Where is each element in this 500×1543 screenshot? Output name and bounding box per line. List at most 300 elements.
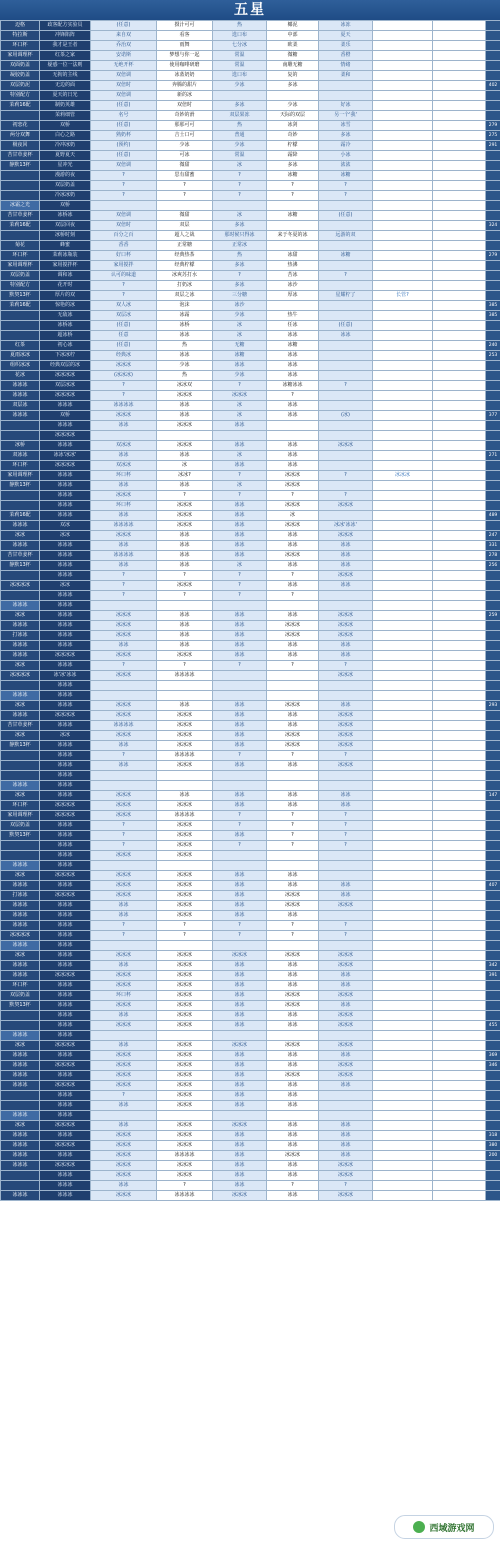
- table-cell[interactable]: [433, 741, 486, 751]
- table-cell[interactable]: ?: [213, 571, 267, 581]
- table-cell[interactable]: 冰冰冰: [91, 1131, 157, 1141]
- table-cell[interactable]: ?: [319, 831, 373, 841]
- table-cell[interactable]: 天际的双层: [267, 111, 319, 121]
- table-cell[interactable]: [319, 241, 373, 251]
- table-cell[interactable]: [433, 41, 486, 51]
- table-cell[interactable]: [433, 631, 486, 641]
- table-cell[interactable]: 冰冰: [267, 961, 319, 971]
- table-cell[interactable]: 冰冰冰: [157, 1171, 213, 1181]
- table-cell[interactable]: ?: [267, 391, 319, 401]
- table-cell[interactable]: [486, 231, 500, 241]
- table-cell[interactable]: [433, 861, 486, 871]
- table-cell[interactable]: [433, 451, 486, 461]
- table-cell[interactable]: 环口杯: [1, 251, 40, 261]
- table-cell[interactable]: ?: [319, 191, 373, 201]
- table-cell[interactable]: [373, 1131, 433, 1141]
- table-cell[interactable]: 正常糖: [157, 241, 213, 251]
- table-cell[interactable]: 双层奶盖: [40, 181, 91, 191]
- table-cell[interactable]: 冰冰冰: [40, 961, 91, 971]
- table-cell[interactable]: 冰冰冰: [213, 1121, 267, 1131]
- table-cell[interactable]: [213, 1031, 267, 1041]
- table-cell[interactable]: 冰冰: [319, 801, 373, 811]
- table-cell[interactable]: 疑惑一位一法则: [40, 61, 91, 71]
- table-cell[interactable]: 制奶英雄: [40, 101, 91, 111]
- table-cell[interactable]: 200: [486, 1151, 500, 1161]
- table-cell[interactable]: 冰冰冰: [267, 701, 319, 711]
- table-cell[interactable]: [213, 771, 267, 781]
- table-cell[interactable]: 冰冰冰: [267, 991, 319, 1001]
- table-cell[interactable]: [267, 1111, 319, 1121]
- table-cell[interactable]: 278: [486, 551, 500, 561]
- table-cell[interactable]: 冰冰冰: [91, 951, 157, 961]
- table-cell[interactable]: [433, 1041, 486, 1051]
- table-cell[interactable]: 冰桥: [1, 441, 40, 451]
- table-cell[interactable]: 冰冰: [213, 1011, 267, 1021]
- table-cell[interactable]: ?: [91, 821, 157, 831]
- table-cell[interactable]: 冰冻: [319, 21, 373, 31]
- table-cell[interactable]: [486, 761, 500, 771]
- table-cell[interactable]: 打冰冰: [1, 891, 40, 901]
- table-cell[interactable]: [486, 641, 500, 651]
- table-cell[interactable]: [433, 951, 486, 961]
- table-cell[interactable]: 冰冰冰: [1, 881, 40, 891]
- table-cell[interactable]: (冰): [319, 411, 373, 421]
- table-cell[interactable]: 冰冰冰: [40, 1151, 91, 1161]
- table-cell[interactable]: 冰冰冰: [91, 621, 157, 631]
- table-cell[interactable]: [91, 601, 157, 611]
- table-cell[interactable]: [433, 401, 486, 411]
- table-cell[interactable]: 冰冰冰: [40, 1031, 91, 1041]
- table-cell[interactable]: [373, 171, 433, 181]
- table-cell[interactable]: ?: [319, 811, 373, 821]
- table-cell[interactable]: 271: [486, 451, 500, 461]
- table-cell[interactable]: 冰冰冰: [91, 1081, 157, 1091]
- table-cell[interactable]: 冰冰冰: [157, 1001, 213, 1011]
- table-cell[interactable]: 冰冰冰: [267, 1041, 319, 1051]
- table-cell[interactable]: 冰冰: [91, 561, 157, 571]
- table-cell[interactable]: 冰冰: [91, 1011, 157, 1021]
- table-cell[interactable]: [486, 201, 500, 211]
- table-cell[interactable]: 冰冰冰冰: [157, 1191, 213, 1201]
- table-cell[interactable]: [373, 561, 433, 571]
- table-cell[interactable]: 冰冰冰: [91, 701, 157, 711]
- table-cell[interactable]: 冰冰冰: [91, 1161, 157, 1171]
- table-cell[interactable]: 冰冰冰: [1, 651, 40, 661]
- table-cell[interactable]: 冰冰冰: [157, 981, 213, 991]
- table-cell[interactable]: [373, 661, 433, 671]
- table-cell[interactable]: 冰冰冰: [1, 521, 40, 531]
- table-cell[interactable]: 静默13杯: [1, 741, 40, 751]
- table-cell[interactable]: [433, 601, 486, 611]
- table-cell[interactable]: [373, 541, 433, 551]
- table-cell[interactable]: [373, 701, 433, 711]
- table-cell[interactable]: ?: [91, 171, 157, 181]
- table-cell[interactable]: 常温: [213, 61, 267, 71]
- table-cell[interactable]: ?: [267, 841, 319, 851]
- table-cell[interactable]: [433, 321, 486, 331]
- table-cell[interactable]: [373, 91, 433, 101]
- table-cell[interactable]: [267, 681, 319, 691]
- table-cell[interactable]: 初恋花: [1, 121, 40, 131]
- table-cell[interactable]: [373, 411, 433, 421]
- table-cell[interactable]: 冰冰冰: [157, 1101, 213, 1111]
- table-cell[interactable]: 冰冰: [267, 351, 319, 361]
- table-cell[interactable]: 奇妙的滑: [157, 111, 213, 121]
- table-cell[interactable]: [157, 691, 213, 701]
- table-cell[interactable]: 冰冰冰: [319, 741, 373, 751]
- table-cell[interactable]: [267, 671, 319, 681]
- table-cell[interactable]: [267, 781, 319, 791]
- table-cell[interactable]: 冰冰: [267, 1081, 319, 1091]
- table-cell[interactable]: [373, 191, 433, 201]
- table-cell[interactable]: 热: [213, 121, 267, 131]
- table-cell[interactable]: 冰冰: [319, 541, 373, 551]
- table-cell[interactable]: 冰冰: [267, 441, 319, 451]
- table-cell[interactable]: 冰冰冰: [40, 1021, 91, 1031]
- table-cell[interactable]: 冰冰: [267, 1091, 319, 1101]
- table-cell[interactable]: 冰冰: [213, 801, 267, 811]
- table-cell[interactable]: 苦甘草姜杯: [1, 211, 40, 221]
- table-cell[interactable]: 静默13杯: [1, 161, 40, 171]
- table-cell[interactable]: 冰冰: [1, 951, 40, 961]
- table-cell[interactable]: 冰冰冰: [1, 1061, 40, 1071]
- table-cell[interactable]: 家用调理杯: [1, 471, 40, 481]
- table-cell[interactable]: 冰冰: [1, 1041, 40, 1051]
- table-cell[interactable]: [373, 181, 433, 191]
- table-cell[interactable]: [486, 591, 500, 601]
- table-cell[interactable]: [91, 681, 157, 691]
- table-cell[interactable]: [486, 1191, 500, 1201]
- table-cell[interactable]: 经典双层的冰: [40, 361, 91, 371]
- table-cell[interactable]: 冰冰冰: [91, 1021, 157, 1031]
- table-cell[interactable]: 冰冰冰: [157, 521, 213, 531]
- table-cell[interactable]: [433, 1131, 486, 1141]
- table-cell[interactable]: 291: [486, 141, 500, 151]
- table-cell[interactable]: [373, 141, 433, 151]
- table-cell[interactable]: [433, 1011, 486, 1021]
- table-cell[interactable]: 冰冰: [213, 1071, 267, 1081]
- table-cell[interactable]: [433, 81, 486, 91]
- table-cell[interactable]: [1, 571, 40, 581]
- table-cell[interactable]: 冰冰冰: [1, 601, 40, 611]
- table-cell[interactable]: 冰冰冰: [40, 1111, 91, 1121]
- table-cell[interactable]: 冰冰冰: [157, 961, 213, 971]
- table-cell[interactable]: 冰冰冰: [157, 1141, 213, 1151]
- table-cell[interactable]: [486, 101, 500, 111]
- table-cell[interactable]: [486, 281, 500, 291]
- table-cell[interactable]: (任意): [91, 121, 157, 131]
- table-cell[interactable]: [486, 521, 500, 531]
- table-cell[interactable]: [433, 611, 486, 621]
- table-cell[interactable]: [433, 701, 486, 711]
- table-cell[interactable]: [373, 201, 433, 211]
- table-cell[interactable]: 思有甜蜜: [157, 171, 213, 181]
- table-cell[interactable]: 冰冰冰: [40, 981, 91, 991]
- table-cell[interactable]: [373, 551, 433, 561]
- table-cell[interactable]: [486, 501, 500, 511]
- table-cell[interactable]: [433, 491, 486, 501]
- table-cell[interactable]: 380: [486, 1141, 500, 1151]
- table-cell[interactable]: 冰冰冰冰: [40, 711, 91, 721]
- table-cell[interactable]: 冰冰冰: [319, 621, 373, 631]
- table-cell[interactable]: [157, 941, 213, 951]
- table-cell[interactable]: 冰桥时刻: [40, 231, 91, 241]
- table-cell[interactable]: 冰冰: [213, 531, 267, 541]
- table-cell[interactable]: 冰冰: [213, 891, 267, 901]
- table-cell[interactable]: 冰冰: [157, 531, 213, 541]
- table-cell[interactable]: 冰冰: [213, 991, 267, 1001]
- table-cell[interactable]: [486, 691, 500, 701]
- table-cell[interactable]: 冰冰: [1, 791, 40, 801]
- table-cell[interactable]: 冰冰: [319, 651, 373, 661]
- table-cell[interactable]: [433, 91, 486, 101]
- table-cell[interactable]: 冰冰冰: [40, 831, 91, 841]
- table-cell[interactable]: 正常冰: [213, 241, 267, 251]
- table-cell[interactable]: 冰冰冰冰: [40, 801, 91, 811]
- table-cell[interactable]: [486, 41, 500, 51]
- table-cell[interactable]: 情绪: [319, 61, 373, 71]
- table-cell[interactable]: 402: [486, 81, 500, 91]
- table-cell[interactable]: 多冰: [319, 131, 373, 141]
- table-cell[interactable]: [373, 241, 433, 251]
- table-cell[interactable]: (任意): [91, 341, 157, 351]
- table-cell[interactable]: 常温: [213, 151, 267, 161]
- table-cell[interactable]: ?: [157, 931, 213, 941]
- table-cell[interactable]: 打冰冰: [1, 631, 40, 641]
- table-cell[interactable]: [1, 181, 40, 191]
- table-cell[interactable]: 冰冰冰: [1, 1031, 40, 1041]
- table-cell[interactable]: [213, 781, 267, 791]
- table-cell[interactable]: 冰冰: [319, 881, 373, 891]
- table-cell[interactable]: [373, 491, 433, 501]
- table-cell[interactable]: ?: [91, 831, 157, 841]
- table-cell[interactable]: 冰冰: [319, 981, 373, 991]
- table-cell[interactable]: [486, 271, 500, 281]
- table-cell[interactable]: 厚片的双: [40, 291, 91, 301]
- table-cell[interactable]: [433, 831, 486, 841]
- table-cell[interactable]: [373, 681, 433, 691]
- table-cell[interactable]: [373, 791, 433, 801]
- table-cell[interactable]: [213, 201, 267, 211]
- table-cell[interactable]: [433, 891, 486, 901]
- table-cell[interactable]: [91, 1031, 157, 1041]
- table-cell[interactable]: 冰冰冰: [157, 1051, 213, 1061]
- table-cell[interactable]: 热沸: [267, 261, 319, 271]
- table-cell[interactable]: 冰冰: [267, 371, 319, 381]
- table-cell[interactable]: [373, 1161, 433, 1171]
- table-cell[interactable]: 冰冰: [213, 701, 267, 711]
- table-cell[interactable]: 少冰: [267, 101, 319, 111]
- table-cell[interactable]: ?: [319, 661, 373, 671]
- table-cell[interactable]: [373, 921, 433, 931]
- table-cell[interactable]: 冰冰: [1, 731, 40, 741]
- table-cell[interactable]: [433, 841, 486, 851]
- table-cell[interactable]: 冰冰冰: [319, 1021, 373, 1031]
- table-cell[interactable]: [267, 861, 319, 871]
- table-cell[interactable]: [486, 21, 500, 31]
- table-cell[interactable]: [373, 731, 433, 741]
- table-cell[interactable]: [267, 241, 319, 251]
- table-cell[interactable]: 好冰: [319, 101, 373, 111]
- table-cell[interactable]: 冰冰冰: [40, 571, 91, 581]
- table-cell[interactable]: 那那可可: [157, 121, 213, 131]
- table-cell[interactable]: [373, 841, 433, 851]
- table-cell[interactable]: 冰冰: [91, 1041, 157, 1051]
- table-cell[interactable]: 冰冰: [267, 1131, 319, 1141]
- table-cell[interactable]: 双倍调: [91, 91, 157, 101]
- table-cell[interactable]: [433, 1021, 486, 1031]
- table-cell[interactable]: 冰冰: [213, 1001, 267, 1011]
- table-cell[interactable]: ?: [213, 491, 267, 501]
- table-cell[interactable]: 星冲光: [40, 161, 91, 171]
- table-cell[interactable]: 认可的味道: [91, 271, 157, 281]
- table-cell[interactable]: 冰冰: [157, 351, 213, 361]
- table-cell[interactable]: 冰冰冰冰: [40, 811, 91, 821]
- table-cell[interactable]: 冰冰冰: [267, 631, 319, 641]
- table-cell[interactable]: [433, 761, 486, 771]
- table-cell[interactable]: [486, 1011, 500, 1021]
- table-cell[interactable]: 247: [486, 531, 500, 541]
- table-cell[interactable]: [373, 61, 433, 71]
- table-cell[interactable]: 冰沙: [267, 281, 319, 291]
- table-cell[interactable]: [433, 571, 486, 581]
- table-cell[interactable]: [486, 71, 500, 81]
- table-cell[interactable]: 调和冰: [40, 271, 91, 281]
- table-cell[interactable]: [373, 71, 433, 81]
- table-cell[interactable]: 冰冰冰: [267, 901, 319, 911]
- table-cell[interactable]: [1, 311, 40, 321]
- table-cell[interactable]: [373, 641, 433, 651]
- table-cell[interactable]: [1, 681, 40, 691]
- table-cell[interactable]: [1, 491, 40, 501]
- table-cell[interactable]: 冰冰冰: [157, 841, 213, 851]
- table-cell[interactable]: 冰冰冰: [40, 511, 91, 521]
- table-cell[interactable]: [433, 521, 486, 531]
- table-cell[interactable]: 冰冰冰: [40, 441, 91, 451]
- table-cell[interactable]: [433, 181, 486, 191]
- table-cell[interactable]: [91, 201, 157, 211]
- table-cell[interactable]: 冰甜: [267, 251, 319, 261]
- table-cell[interactable]: ?: [267, 491, 319, 501]
- table-cell[interactable]: 冷冲冰奶: [40, 141, 91, 151]
- table-cell[interactable]: [1, 321, 40, 331]
- table-cell[interactable]: 经典热茶: [157, 251, 213, 261]
- table-cell[interactable]: [319, 201, 373, 211]
- table-cell[interactable]: 冰冰: [267, 791, 319, 801]
- table-cell[interactable]: ?: [213, 471, 267, 481]
- table-cell[interactable]: 双层冰: [1, 401, 40, 411]
- table-cell[interactable]: 少冰: [213, 81, 267, 91]
- table-cell[interactable]: [1, 1091, 40, 1101]
- table-cell[interactable]: [373, 1141, 433, 1151]
- table-cell[interactable]: 冰霜: [157, 311, 213, 321]
- table-cell[interactable]: 冰: [213, 561, 267, 571]
- table-cell[interactable]: 冰冰冰: [40, 701, 91, 711]
- table-cell[interactable]: [213, 681, 267, 691]
- table-cell[interactable]: 冰冰: [213, 1131, 267, 1141]
- table-cell[interactable]: 冰冰: [267, 1021, 319, 1031]
- table-cell[interactable]: 冰冰冰: [40, 881, 91, 891]
- table-cell[interactable]: 欧柔: [267, 41, 319, 51]
- table-cell[interactable]: 冰冰: [267, 541, 319, 551]
- table-cell[interactable]: 家用调理杯: [1, 51, 40, 61]
- table-cell[interactable]: 冰冰: [40, 581, 91, 591]
- table-cell[interactable]: 冰冰?: [157, 471, 213, 481]
- table-cell[interactable]: 冰冰冰: [91, 531, 157, 541]
- table-cell[interactable]: [486, 621, 500, 631]
- table-cell[interactable]: [433, 151, 486, 161]
- table-cell[interactable]: 花开时: [40, 281, 91, 291]
- table-cell[interactable]: 冰冰冰: [157, 801, 213, 811]
- table-cell[interactable]: [373, 931, 433, 941]
- table-cell[interactable]: 冰冰: [267, 1171, 319, 1181]
- table-cell[interactable]: 梦想与你一起: [157, 51, 213, 61]
- table-cell[interactable]: 冰冰冰: [157, 1041, 213, 1051]
- table-cell[interactable]: [433, 561, 486, 571]
- table-cell[interactable]: [433, 711, 486, 721]
- table-cell[interactable]: 冰冰冰: [40, 921, 91, 931]
- table-cell[interactable]: [373, 311, 433, 321]
- table-cell[interactable]: ?: [157, 191, 213, 201]
- table-cell[interactable]: 冰冰冰: [157, 1021, 213, 1031]
- table-cell[interactable]: 冰冰: [267, 1161, 319, 1171]
- table-cell[interactable]: 冰冰冰冰: [157, 671, 213, 681]
- table-cell[interactable]: 冰冰冰: [40, 491, 91, 501]
- table-cell[interactable]: 苦甘草姜杯: [1, 551, 40, 561]
- table-cell[interactable]: 双层冰冰: [40, 381, 91, 391]
- table-cell[interactable]: 冰冰: [40, 731, 91, 741]
- table-cell[interactable]: [486, 1181, 500, 1191]
- table-cell[interactable]: 冰冰: [157, 701, 213, 711]
- table-cell[interactable]: [373, 1111, 433, 1121]
- table-cell[interactable]: 冰冰冰: [40, 941, 91, 951]
- table-cell[interactable]: 微甜: [157, 211, 213, 221]
- table-cell[interactable]: 冰冰: [213, 731, 267, 741]
- table-cell[interactable]: 冰冰: [157, 641, 213, 651]
- table-cell[interactable]: [486, 1171, 500, 1181]
- table-cell[interactable]: [91, 941, 157, 951]
- table-cell[interactable]: [267, 431, 319, 441]
- table-cell[interactable]: [486, 161, 500, 171]
- table-cell[interactable]: [433, 681, 486, 691]
- table-cell[interactable]: 冰冰冰: [319, 1071, 373, 1081]
- table-cell[interactable]: ?: [267, 191, 319, 201]
- table-cell[interactable]: [91, 431, 157, 441]
- table-cell[interactable]: 超人之战: [157, 231, 213, 241]
- table-cell[interactable]: 冰冰冰: [1, 1191, 40, 1201]
- table-cell[interactable]: ?: [319, 381, 373, 391]
- table-cell[interactable]: 夏天: [319, 31, 373, 41]
- table-cell[interactable]: 冰冰: [213, 421, 267, 431]
- table-cell[interactable]: [486, 191, 500, 201]
- table-cell[interactable]: 冰冰冰: [91, 871, 157, 881]
- table-cell[interactable]: ?: [157, 921, 213, 931]
- table-cell[interactable]: 冰冰'冰冰': [40, 451, 91, 461]
- table-cell[interactable]: 冰: [267, 511, 319, 521]
- table-cell[interactable]: 冰冰冰: [40, 951, 91, 961]
- table-cell[interactable]: [213, 1111, 267, 1121]
- table-cell[interactable]: [433, 651, 486, 661]
- table-cell[interactable]: 259: [486, 611, 500, 621]
- table-cell[interactable]: 冰冰冰: [1, 1131, 40, 1141]
- table-cell[interactable]: [373, 101, 433, 111]
- table-cell[interactable]: [319, 351, 373, 361]
- table-cell[interactable]: [486, 581, 500, 591]
- table-cell[interactable]: [486, 811, 500, 821]
- table-cell[interactable]: 冰冰冰: [40, 1191, 91, 1201]
- table-cell[interactable]: [267, 851, 319, 861]
- table-cell[interactable]: [433, 671, 486, 681]
